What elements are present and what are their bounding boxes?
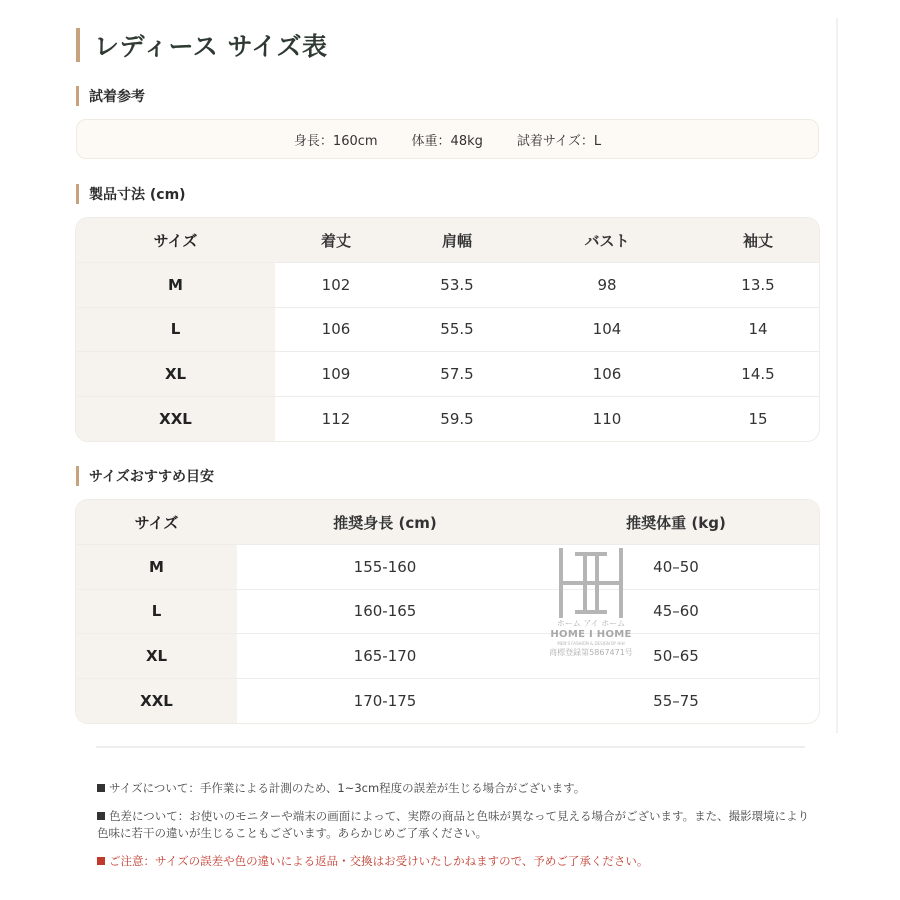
section-heading-recommendation [76, 466, 214, 486]
table-row [76, 679, 819, 724]
table-row [76, 590, 819, 635]
section-heading-text: 製品寸法 (cm) [89, 187, 186, 203]
table-header-row [76, 218, 819, 263]
table-cell: 53.5 [440, 275, 474, 294]
table-cell: 15 [748, 410, 768, 429]
size-cell: L [76, 308, 275, 352]
table-cell: 165-170 [353, 646, 417, 665]
table-cell: 104 [592, 320, 622, 339]
section-accent-bar [76, 86, 79, 106]
table-cell: 57.5 [440, 364, 474, 383]
column-header: 肩幅 [441, 231, 472, 250]
column-header: バスト [584, 231, 630, 250]
size-cell: L [76, 590, 237, 634]
size-cell: XL [76, 634, 237, 678]
table-cell: 13.5 [741, 275, 775, 294]
dimensions-table [76, 218, 819, 441]
table-cell: 106 [592, 364, 622, 383]
page-title [76, 28, 327, 62]
model-height: 身長：160cm [293, 133, 378, 149]
table-row [76, 263, 819, 308]
size-cell: M [76, 545, 237, 589]
note-warning: ご注意：サイズの誤差や色の違いによる返品・交換はお受けいたしかねますので、予めご了承ください。 [97, 853, 817, 870]
watermark-kana: ホーム アイ ホーム [556, 619, 626, 628]
note-size: サイズについて：手作業による計測のため、1~3cm程度の誤差が生じる場合がございます。 [97, 780, 817, 797]
table-cell: 59.5 [440, 410, 474, 429]
table-cell: 170-175 [353, 692, 417, 711]
model-weight: 体重：48kg [411, 133, 483, 149]
table-row [76, 308, 819, 353]
square-bullet-icon [97, 812, 105, 820]
right-divider [836, 18, 838, 733]
page-title-text: レディース サイズ表 [94, 32, 328, 61]
table-cell: 55–75 [653, 692, 699, 711]
section-accent-bar [76, 184, 79, 204]
table-row [76, 352, 819, 397]
size-cell: XXL [76, 397, 275, 442]
column-header: 推奨体重 (kg) [626, 513, 726, 532]
table-cell: 14 [748, 320, 768, 339]
section-heading-text: 試着参考 [89, 89, 145, 105]
table-cell: 50–65 [653, 646, 699, 665]
table-cell: 106 [321, 320, 351, 339]
note-color: 色差について：お使いのモニターや端末の画面によって、実際の商品と色味が異なって見える場合がございます。また、撮影環境により色味に若干の違いが生じることもございます。あらかじめご了承ください。 [97, 809, 810, 840]
fitting-reference-box [76, 119, 819, 159]
section-heading-text: サイズおすすめ目安 [89, 469, 215, 485]
table-row [76, 397, 819, 442]
watermark-tagline: MEN'S FASHION & DESIGN BY HIH [557, 641, 625, 646]
column-header: サイズ [134, 513, 179, 532]
divider [96, 746, 805, 748]
table-cell: 45–60 [653, 602, 699, 621]
table-cell: 110 [592, 410, 622, 429]
table-cell: 102 [321, 275, 351, 294]
table-row [76, 545, 819, 590]
size-cell: XL [76, 352, 275, 396]
notes [97, 780, 817, 881]
table-cell: 155-160 [353, 557, 417, 576]
recommendation-table [76, 500, 819, 723]
section-heading-fitting [76, 86, 145, 106]
table-header-row [76, 500, 819, 545]
size-cell: M [76, 263, 275, 307]
section-heading-dimensions [76, 184, 186, 204]
column-header: 着丈 [320, 231, 351, 250]
table-cell: 55.5 [440, 320, 474, 339]
table-cell: 14.5 [741, 364, 775, 383]
table-cell: 112 [321, 410, 351, 429]
size-cell: XXL [76, 679, 237, 724]
section-accent-bar [76, 466, 79, 486]
table-row [76, 634, 819, 679]
watermark-brand: HOME I HOME [550, 629, 632, 640]
square-bullet-icon [97, 857, 105, 865]
column-header: 袖丈 [742, 231, 773, 250]
column-header: 推奨身長 (cm) [333, 513, 437, 532]
square-bullet-icon [97, 784, 105, 792]
table-cell: 40–50 [653, 557, 699, 576]
watermark-registration: 商標登録第5867471号 [549, 648, 633, 657]
column-header: サイズ [153, 231, 198, 250]
model-size-tried: 試着サイズ：L [516, 133, 602, 149]
table-cell: 98 [597, 275, 617, 294]
table-cell: 160-165 [353, 602, 417, 621]
table-cell: 109 [321, 364, 351, 383]
title-accent-bar [76, 28, 80, 62]
